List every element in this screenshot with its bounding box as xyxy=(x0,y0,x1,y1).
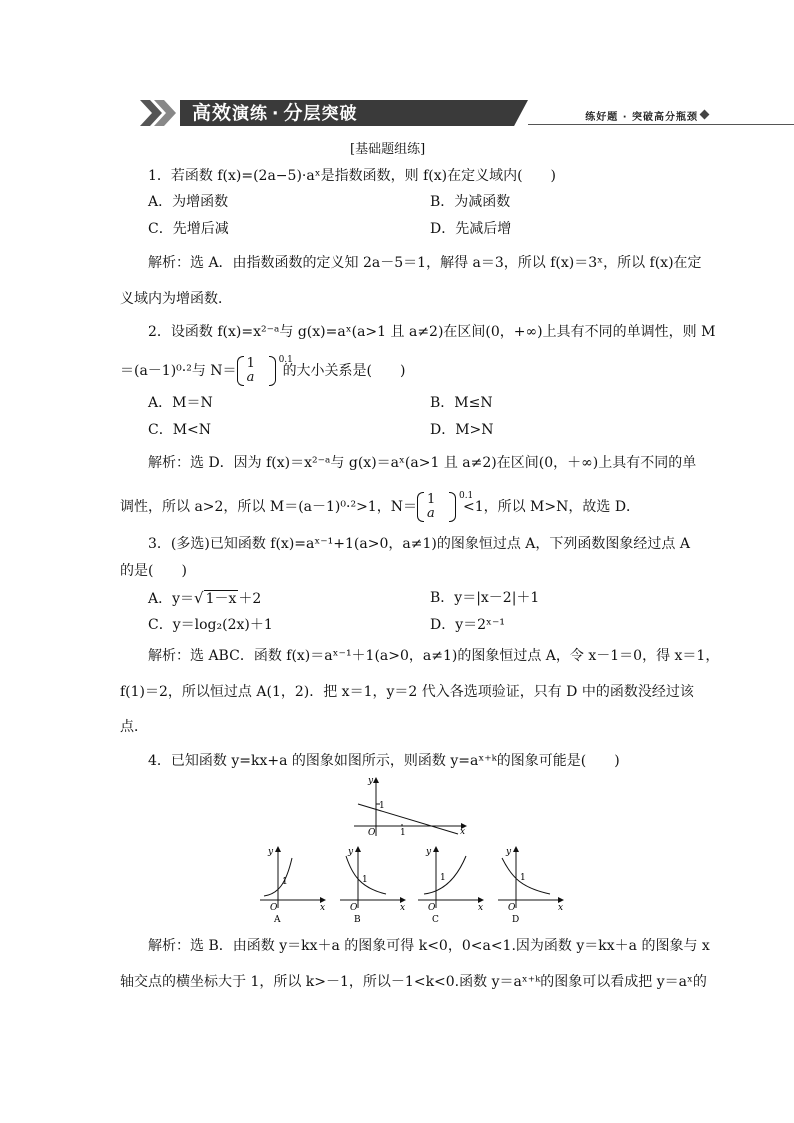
option-label-b: B xyxy=(354,915,361,924)
origin-label: O xyxy=(270,903,278,913)
q2-solution-prefix: 调性，所以 a>2，所以 M＝(a－1)⁰·²>1，N＝ xyxy=(120,499,417,515)
origin-label: O xyxy=(368,828,376,838)
q3-option-a-radicand: 1－x xyxy=(205,591,237,607)
q2-stem-line1: 2．设函数 f(x)=x²⁻ᵃ与 g(x)=aˣ(a>1 且 a≠2)在区间(0，+∞)上具有不同的单调性，则 M xyxy=(148,324,716,340)
banner-title-char: 分 xyxy=(283,102,304,124)
fraction-exponent: 0.1 xyxy=(278,355,293,365)
option-label-a: A xyxy=(274,915,281,924)
q4-option-graph-a xyxy=(258,844,330,924)
q2-option-c: C．M<N xyxy=(148,422,212,438)
q1-option-c: C．先增后减 xyxy=(148,221,229,237)
tick-label-y-1: 1 xyxy=(379,801,385,811)
q2-option-b: B．M≤N xyxy=(430,395,493,411)
origin-label: O xyxy=(508,903,516,913)
y-axis-arrow xyxy=(355,846,361,852)
axis-label-x: x xyxy=(320,903,326,913)
option-label-c: C xyxy=(432,915,439,924)
sqrt-icon: √ xyxy=(194,589,204,607)
banner-title-part: 层突破 xyxy=(303,104,358,124)
banner-subtitle: 练好题 · 突破高分瓶颈 xyxy=(585,112,698,123)
q2-stem-prefix: ＝(a－1)⁰·²与 N＝ xyxy=(120,363,237,379)
axis-label-x: x xyxy=(558,903,564,913)
q3-solution-line1: 解析：选 ABC．函数 f(x)＝aˣ⁻¹＋1(a>0，a≠1)的图象恒过点 A，令 x－1＝0，得 x＝1， xyxy=(148,648,720,664)
q4-solution-line1: 解析：选 B．由函数 y＝kx＋a 的图象可得 k<0，0<a<1.因为函数 y＝kx＋a 的图象与 x xyxy=(148,938,710,954)
q3-option-a xyxy=(148,588,261,609)
banner-title-char: 高 xyxy=(192,102,213,124)
axis-label-y: y xyxy=(348,847,354,857)
axis-label-y: y xyxy=(268,847,274,857)
q3-option-a-suffix: ＋2 xyxy=(238,591,262,607)
q4-solution-line2: 轴交点的横坐标大于 1，所以 k>－1，所以－1<k<0.函数 y＝aˣ⁺ᵏ的图象可以看成把 y＝aˣ的 xyxy=(120,974,707,990)
y-axis-arrow xyxy=(513,846,519,852)
q4-stem: 4．已知函数 y=kx+a 的图象如图所示，则函数 y=aˣ⁺ᵏ的图象可能是( ) xyxy=(148,753,620,769)
q2-solution-line2 xyxy=(120,492,640,522)
banner-title-dot: · xyxy=(272,104,280,124)
section-title: [基础题组练] xyxy=(350,142,426,157)
fraction-denominator: a xyxy=(246,370,255,385)
q2-stem-suffix: 的大小关系是( ) xyxy=(282,363,406,379)
banner-title xyxy=(192,102,358,124)
origin-label: O xyxy=(428,903,436,913)
q2-stem-line2 xyxy=(120,356,406,386)
q1-option-a: A．为增函数 xyxy=(148,194,229,210)
y-axis-arrow xyxy=(433,846,439,852)
axis-label-y: y xyxy=(368,776,374,786)
axis-label-y: y xyxy=(426,847,432,857)
q2-option-d: D．M>N xyxy=(430,422,494,438)
fraction-exponent: 0.1 xyxy=(458,491,474,501)
q4-option-graph-d xyxy=(496,844,568,924)
fraction-numerator: 1 xyxy=(426,492,436,507)
tick-label-y-1: 1 xyxy=(520,873,526,883)
q3-stem-line2: 的是( ) xyxy=(120,563,187,579)
q1-stem: 1．若函数 f(x)=(2a−5)·aˣ是指数函数，则 f(x)在定义域内( ) xyxy=(148,168,557,184)
q1-solution-line2: 义域内为增函数． xyxy=(120,291,232,307)
q3-option-c: C．y＝log₂(2x)＋1 xyxy=(148,617,273,633)
q2-solution-suffix: <1，所以 M>N，故选 D． xyxy=(462,499,641,515)
chevron-right-icon xyxy=(140,100,180,126)
q1-option-b: B．为减函数 xyxy=(430,194,511,210)
fraction-denominator: a xyxy=(426,506,435,521)
tick-label-y-1: 1 xyxy=(362,875,368,885)
banner-rule xyxy=(528,124,794,125)
q4-option-graph-b xyxy=(338,844,410,924)
axis-label-x: x xyxy=(478,903,484,913)
q3-stem-line1: 3．(多选)已知函数 f(x)=aˣ⁻¹+1(a>0，a≠1)的图象恒过点 A，下列函数图象经过点 A xyxy=(148,536,690,552)
q3-solution-line3: 点． xyxy=(120,719,148,735)
q3-solution-line2: f(1)＝2，所以恒过点 A(1，2)．把 x＝1，y＝2 代入各选项验证，只有 D 中的函数没经过该 xyxy=(120,684,694,700)
tick-label-y-1: 1 xyxy=(282,877,288,887)
q4-main-graph xyxy=(350,774,470,838)
q1-option-d: D．先减后增 xyxy=(430,221,512,237)
axis-label-x: x xyxy=(400,903,406,913)
q3-option-a-prefix: A．y＝ xyxy=(148,591,195,607)
origin-label: O xyxy=(350,903,358,913)
fraction-numerator: 1 xyxy=(246,356,255,371)
banner-title-part: 演练 xyxy=(232,104,269,124)
q3-option-b: B．y＝|x－2|＋1 xyxy=(430,590,540,606)
header-banner xyxy=(140,98,710,128)
q4-option-graph-c xyxy=(416,844,488,924)
q2-solution-line1: 解析：选 D．因为 f(x)＝x²⁻ᵃ与 g(x)＝aˣ(a>1 且 a≠2)在区间(0，＋∞)上具有不同的单 xyxy=(148,455,697,471)
option-label-d: D xyxy=(512,915,520,924)
q3-option-d: D．y＝2ˣ⁻¹ xyxy=(430,617,505,633)
q2-solution-fraction xyxy=(417,491,474,522)
y-axis-arrow xyxy=(275,846,281,852)
axis-label-y: y xyxy=(506,847,512,857)
diamond-icon xyxy=(700,110,710,120)
tick-label-y-1: 1 xyxy=(440,873,446,883)
banner-title-char: 效 xyxy=(212,102,233,124)
curve-plot xyxy=(502,858,550,894)
q2-fraction xyxy=(237,355,293,386)
q1-solution-line1: 解析：选 A．由指数函数的定义知 2a－5＝1，解得 a＝3，所以 f(x)＝3ˣ，所以 f(x)在定 xyxy=(148,255,702,271)
q2-option-a: A．M＝N xyxy=(148,395,213,411)
axis-label-x: x xyxy=(460,827,466,837)
tick-label-x-1: 1 xyxy=(400,828,406,838)
